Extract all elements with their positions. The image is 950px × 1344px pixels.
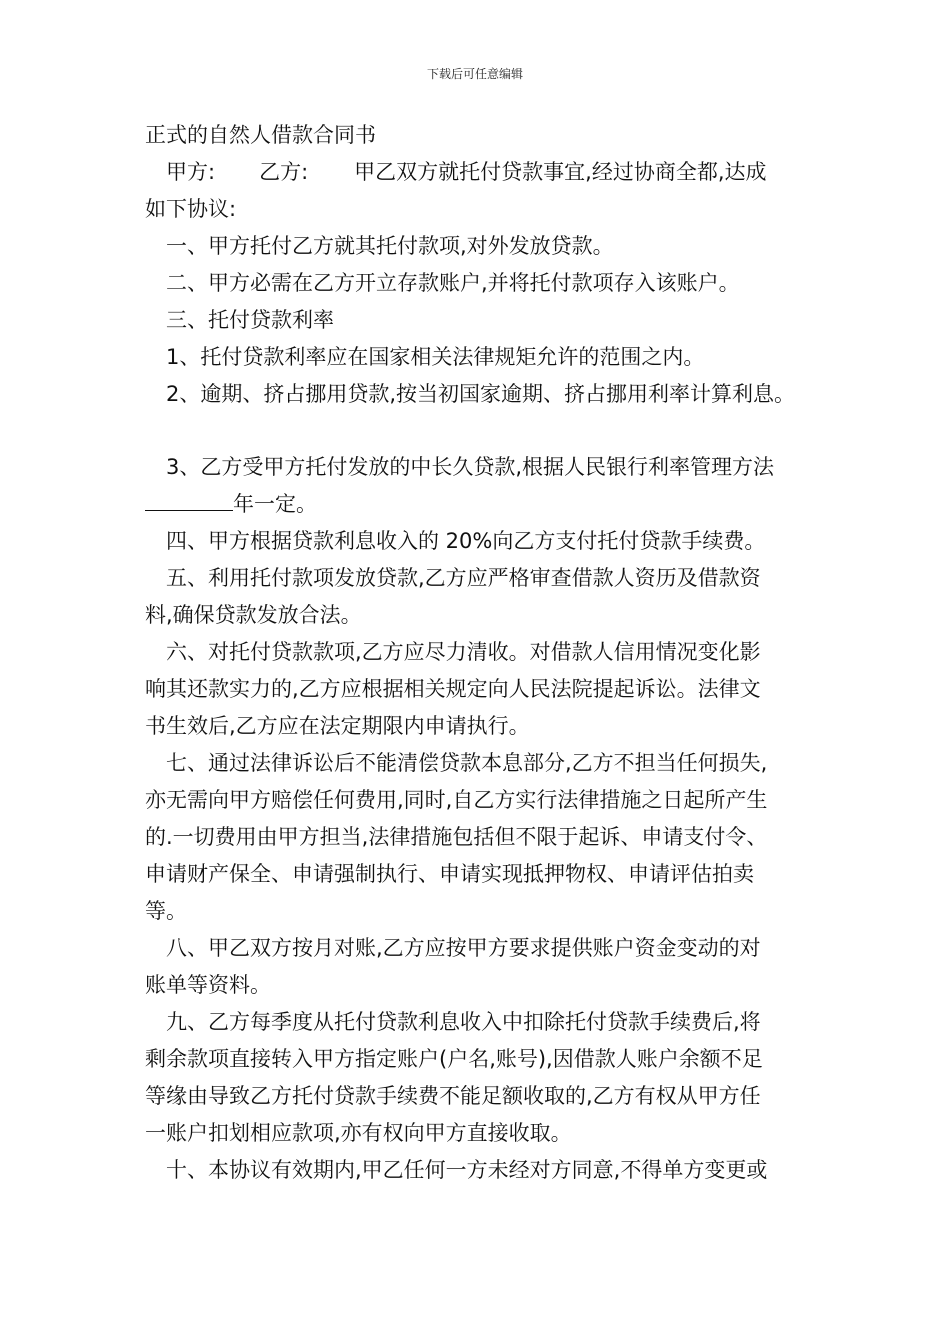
clause-10-line-1: 十、本协议有效期内,甲乙任何一方未经对方同意,不得单方变更或 [166,1158,768,1182]
clause-9-line-1: 九、乙方每季度从托付贷款利息收入中扣除托付贷款手续费后,将 [166,1010,761,1034]
clause-5-line-2: 料,确保贷款发放合法。 [145,603,362,627]
clause-3-3-line-2 [145,486,825,523]
clause-3-title: 三、托付贷款利率 [166,308,334,332]
clause-7-line-5: 等。 [145,899,187,923]
clause-7-line-3: 的.一切费用由甲方担当,法律措施包括但不限于起诉、申请支付令、 [145,825,768,849]
clause-3-3-tail: 年一定。 [233,492,317,516]
clause-3-2: 2、逾期、挤占挪用贷款,按当初国家逾期、挤占挪用利率计算利息。 [166,382,796,406]
parties-line [145,154,825,191]
clause-6-line-1: 六、对托付贷款款项,乙方应尽力清收。对借款人信用情况变化影 [166,640,761,664]
clause-7-line-2: 亦无需向甲方赔偿任何费用,同时,自乙方实行法律措施之日起所产生 [145,788,768,812]
clause-3-3-line-1: 3、乙方受甲方托付发放的中长久贷款,根据人民银行利率管理方法 [166,455,775,479]
clause-1: 一、甲方托付乙方就其托付款项,对外发放贷款。 [166,234,614,258]
clause-3-1: 1、托付贷款利率应在国家相关法律规矩允许的范围之内。 [166,345,705,369]
clause-2: 二、甲方必需在乙方开立存款账户,并将托付款项存入该账户。 [166,271,740,295]
header-note: 下载后可任意编辑 [426,67,523,81]
clause-9-line-3: 等缘由导致乙方托付贷款手续费不能足额收取的,乙方有权从甲方任 [145,1084,761,1108]
clause-9-line-4: 一账户扣划相应款项,亦有权向甲方直接收取。 [145,1121,572,1145]
paragraph-gap [145,413,825,449]
fill-in-blank [145,486,233,511]
clause-7-line-4: 申请财产保全、申请强制执行、申请实现抵押物权、申请评估拍卖 [145,862,754,886]
contract-body [145,117,825,1189]
clause-6-line-3: 书生效后,乙方应在法定期限内申请执行。 [145,714,530,738]
clause-9-line-2: 剩余款项直接转入甲方指定账户(户名,账号),因借款人账户余额不足 [145,1047,763,1071]
intro-text: 甲乙双方就托付贷款事宜,经过协商全都,达成 [354,160,767,184]
clause-4: 四、甲方根据贷款利息收入的 20%向乙方支付托付贷款手续费。 [166,529,766,553]
clause-5-line-1: 五、利用托付款项发放贷款,乙方应严格审查借款人资历及借款资 [166,566,761,590]
clause-8-line-2: 账单等资料。 [145,973,271,997]
intro-line-2: 如下协议: [145,197,237,221]
clause-6-line-2: 响其还款实力的,乙方应根据相关规定向人民法院提起诉讼。法律文 [145,677,761,701]
party-b-label: 乙方: [259,160,309,184]
clause-8-line-1: 八、甲乙双方按月对账,乙方应按甲方要求提供账户资金变动的对 [166,936,761,960]
party-a-label: 甲方: [166,160,216,184]
document-title: 正式的自然人借款合同书 [145,123,376,147]
clause-7-line-1: 七、通过法律诉讼后不能清偿贷款本息部分,乙方不担当任何损失, [166,751,768,775]
